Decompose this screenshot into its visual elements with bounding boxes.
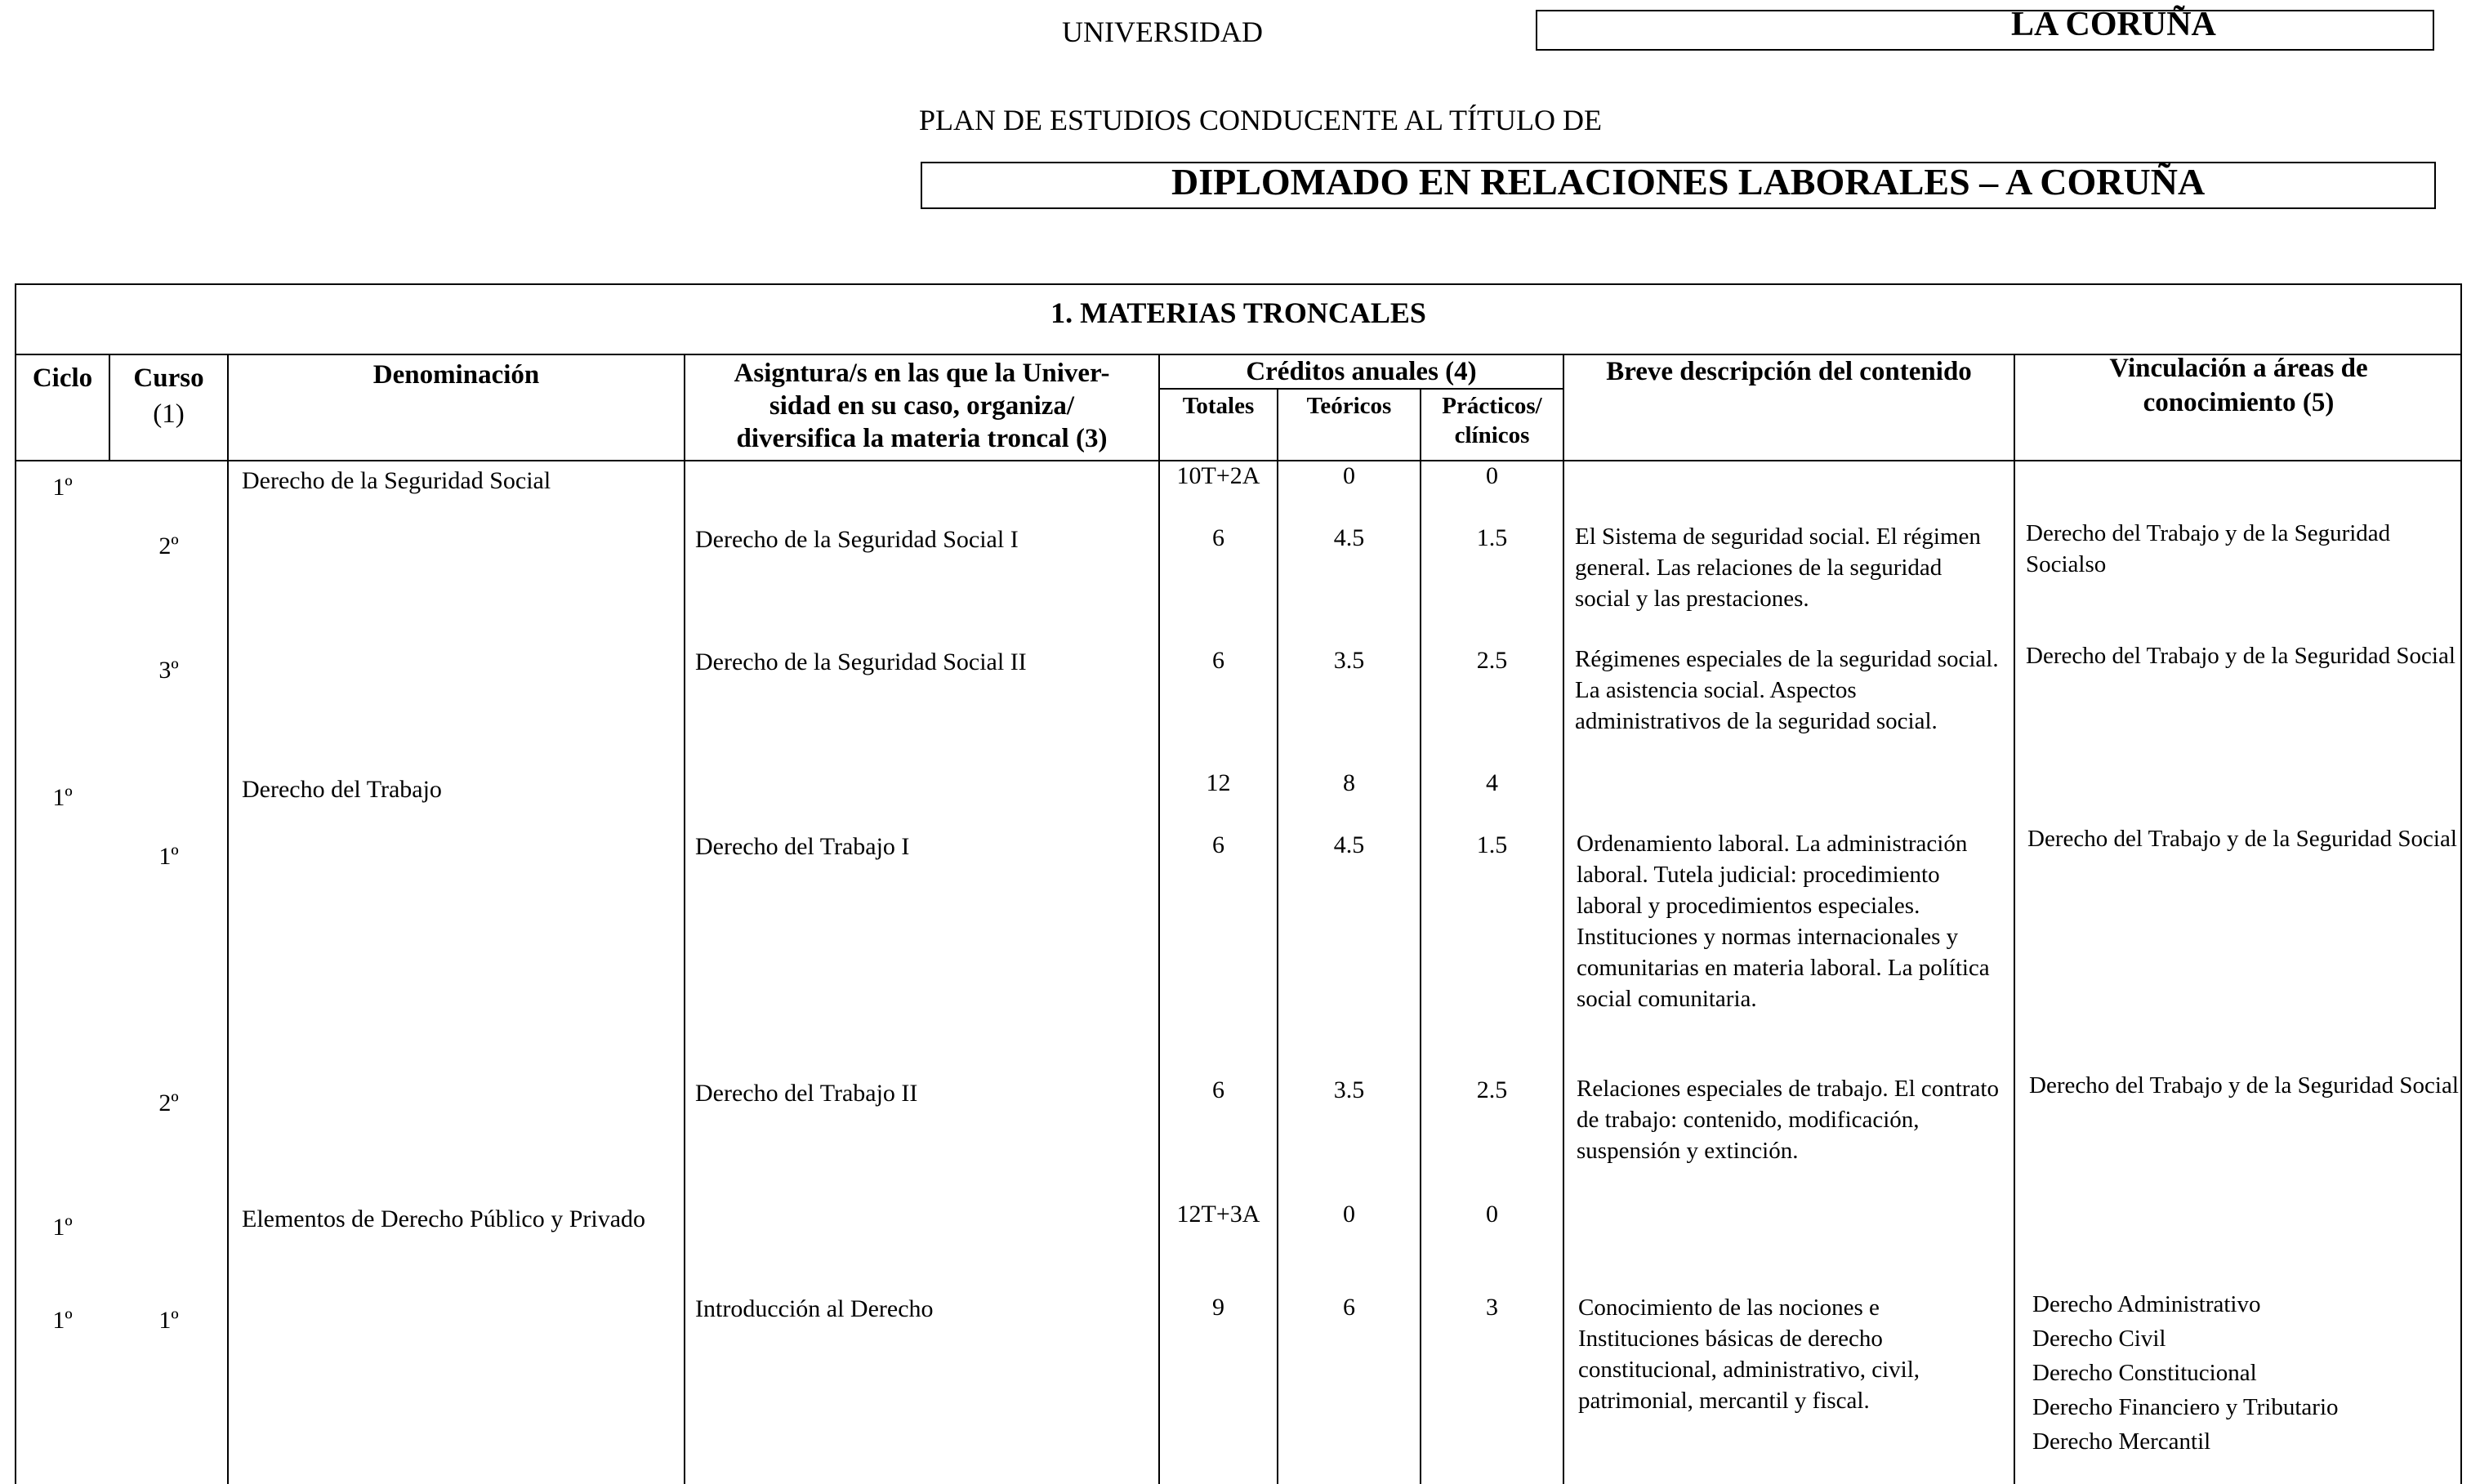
cell-descripcion: Ordenamiento laboral. La administración laboral. Tutela judicial: procedimiento laboral y procedimientos especiales. Instituciones y normas internacionales y comunitarias en materia laboral. La política social comunitaria. [1577,831,1990,1012]
cell-ciclo: 1º [52,784,73,811]
header-vinculacion-line2: conocimiento (5) [2143,388,2335,417]
titulo-value: DIPLOMADO EN RELACIONES LABORALES – A CORUÑA [1171,161,2206,203]
titulo-field [921,162,2436,209]
cell-teoricos: 0 [1343,1201,1355,1228]
section-title: 1. MATERIAS TRONCALES [1050,296,1426,329]
creditos-divider [1158,388,1563,390]
cell-totales: 12T+3A [1176,1201,1260,1228]
cell-curso: 1º [158,843,179,870]
cell-ciclo: 1º [52,1214,73,1241]
col-line [227,354,229,1484]
cell-areas: Derecho del Trabajo y de la Seguridad Social [2027,826,2457,852]
cell-teoricos: 3.5 [1333,1076,1365,1103]
cell-totales: 12 [1206,769,1231,796]
cell-curso: 2º [158,1090,179,1116]
cell-descripcion: El Sistema de seguridad social. El régimen general. Las relaciones de la seguridad social y las prestaciones. [1575,524,1981,612]
cell-areas: Derecho del Trabajo y de la Seguridad Social [2029,1072,2459,1099]
cell-denominacion: Derecho del Trabajo [242,776,442,803]
cell-teoricos: 3.5 [1333,647,1365,674]
cell-practicos: 4 [1486,769,1498,796]
cell-curso: 2º [158,533,179,559]
cell-practicos: 1.5 [1476,831,1508,858]
universidad-field [1536,6,2434,51]
cell-totales: 10T+2A [1176,462,1260,489]
header-divider [15,460,2462,461]
cell-denominacion: Elementos de Derecho Público y Privado [242,1205,646,1232]
col-line [2014,354,2015,1484]
header-totales: Totales [1182,393,1255,419]
cell-totales: 6 [1212,524,1224,551]
cell-areas: Derecho del Trabajo y de la Seguridad Social [2026,643,2455,669]
cell-teoricos: 6 [1343,1294,1355,1321]
header-descripcion: Breve descripción del contenido [1606,357,1972,386]
header-asignatura-line3: diversifica la materia troncal (3) [736,424,1108,453]
universidad-label: UNIVERSIDAD [1062,16,1263,48]
cell-asignatura: Derecho del Trabajo II [695,1080,918,1107]
header-vinculacion-line1: Vinculación a áreas de [2109,354,2368,383]
cell-teoricos: 8 [1343,769,1355,796]
header-curso: Curso [133,363,204,393]
header-creditos: Créditos anuales (4) [1246,357,1477,386]
cell-denominacion: Derecho de la Seguridad Social [242,467,551,494]
cell-asignatura: Derecho de la Seguridad Social II [695,648,1027,675]
cell-practicos: 1.5 [1476,524,1508,551]
col-line [1563,354,1564,1484]
plan-label: PLAN DE ESTUDIOS CONDUCENTE AL TÍTULO DE [919,104,1602,136]
cell-teoricos: 4.5 [1333,524,1365,551]
cell-totales: 6 [1212,1076,1224,1103]
cell-totales: 6 [1212,647,1224,674]
header-practicos-line1: Prácticos/ [1442,393,1542,419]
cell-practicos: 0 [1486,462,1498,489]
header-teoricos: Teóricos [1306,393,1392,419]
header-practicos-line2: clínicos [1454,422,1530,448]
cell-practicos: 2.5 [1476,1076,1508,1103]
cell-totales: 9 [1212,1294,1224,1321]
col-line [684,354,685,1484]
cell-ciclo: 1º [52,474,73,501]
universidad-value: LA CORUÑA [2011,6,2216,43]
cell-curso: 3º [158,657,179,684]
header-asignatura-line1: Asigntura/s en las que la Univer- [734,359,1110,388]
cell-curso: 1º [158,1307,179,1334]
cell-asignatura: Introducción al Derecho [695,1295,934,1322]
header-ciclo: Ciclo [32,363,93,393]
cell-teoricos: 4.5 [1333,831,1365,858]
cell-descripcion: Relaciones especiales de trabajo. El contrato de trabajo: contenido, modificación, suspensión y extinción. [1577,1076,1999,1164]
cell-descripcion: Régimenes especiales de la seguridad social. La asistencia social. Aspectos administrativos de la seguridad social. [1575,646,1999,734]
cell-teoricos: 0 [1343,462,1355,489]
header-curso-note: (1) [153,399,185,429]
cell-descripcion: Conocimiento de las nociones e Instituciones básicas de derecho constitucional, administrativo, civil, patrimonial, mercantil y fiscal. [1578,1295,1920,1414]
cell-practicos: 2.5 [1476,647,1508,674]
cell-totales: 6 [1212,831,1224,858]
cell-asignatura: Derecho del Trabajo I [695,833,910,860]
cell-areas: Derecho del Trabajo y de la Seguridad Socialso [2026,520,2391,577]
cell-practicos: 3 [1486,1294,1498,1321]
cell-ciclo: 1º [52,1307,73,1334]
cell-areas: Derecho Administrativo Derecho Civil Derecho Constitucional Derecho Financiero y Tributario Derecho Mercantil [2032,1291,2339,1455]
cell-asignatura: Derecho de la Seguridad Social I [695,526,1019,553]
cell-practicos: 0 [1486,1201,1498,1228]
header-denominacion: Denominación [372,360,540,390]
header-asignatura-line2: sidad en su caso, organiza/ [769,391,1075,421]
